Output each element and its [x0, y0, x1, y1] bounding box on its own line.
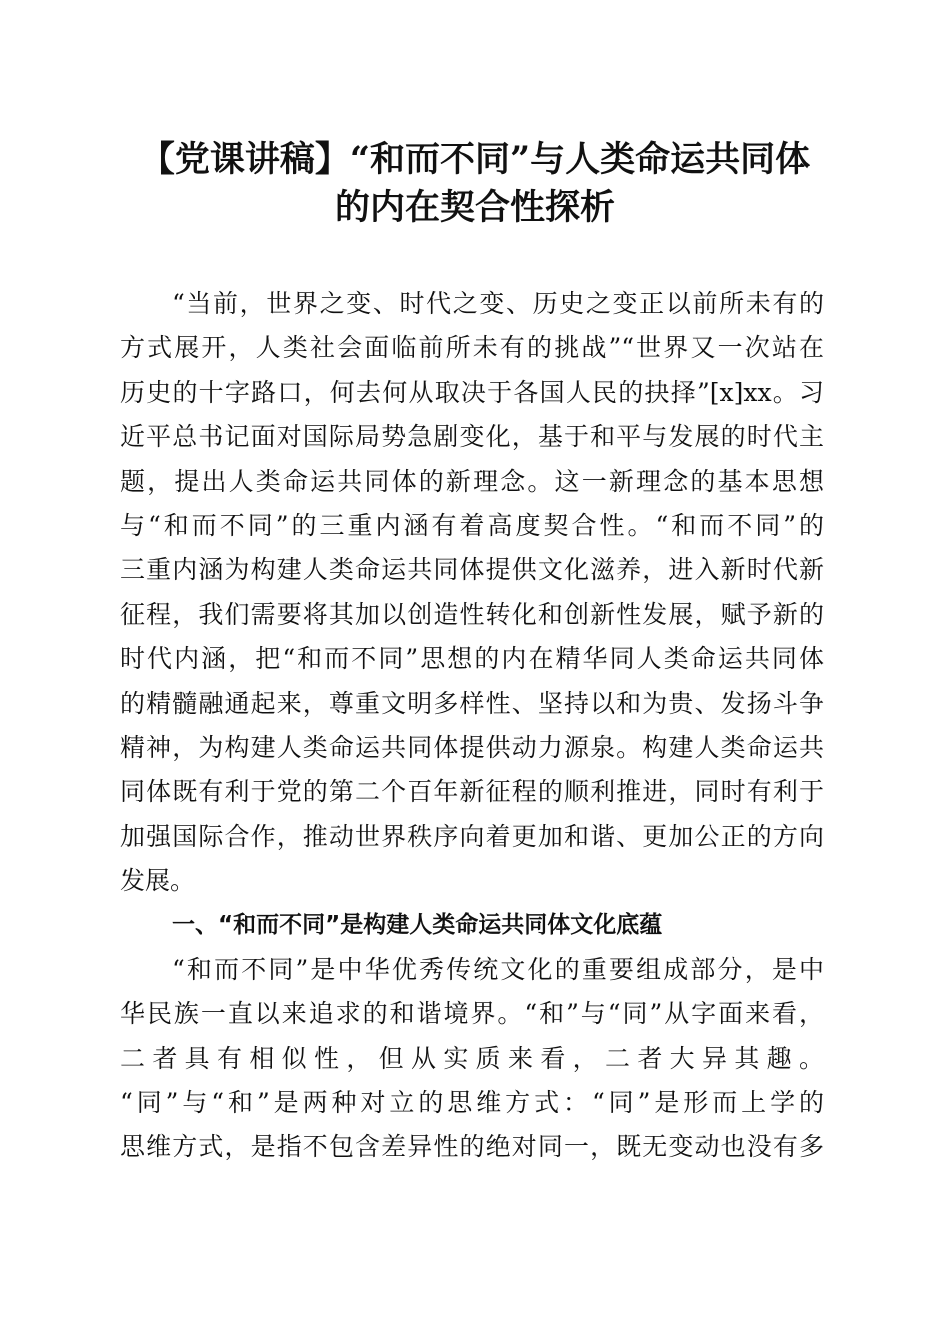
- paragraph-line: 发展。: [120, 866, 196, 896]
- paragraph-line: 二者具有相似性，但从实质来看，二者大异其趣。: [120, 1043, 824, 1073]
- paragraph-line: 加强国际合作，推动世界秩序向着更加和谐、更加公正的方向: [120, 821, 824, 851]
- title-line-2: 的内在契合性探析: [334, 187, 615, 228]
- paragraph-line: 征程，我们需要将其加以创造性转化和创新性发展，赋予新的: [120, 599, 824, 629]
- paragraph-line: 方式展开，人类社会面临前所未有的挑战”“世界又一次站在: [120, 333, 824, 363]
- paragraph-line: “当前，世界之变、时代之变、历史之变正以前所未有的: [172, 289, 824, 318]
- paragraph-1: [120, 282, 824, 903]
- paragraph-line: 与“和而不同”的三重内涵有着高度契合性。“和而不同”的: [120, 510, 824, 540]
- paragraph-line: “同”与“和”是两种对立的思维方式：“同”是形而上学的: [120, 1088, 824, 1118]
- title-line-1: 【党课讲稿】“和而不同”与人类命运共同体: [139, 139, 811, 180]
- document-body: [120, 282, 824, 1170]
- paragraph-line: 近平总书记面对国际局势急剧变化，基于和平与发展的时代主: [120, 422, 824, 452]
- paragraph-line: 的精髓融通起来，尊重文明多样性、坚持以和为贵、发扬斗争: [120, 688, 824, 718]
- paragraph-2: [120, 948, 824, 1170]
- document-title: [100, 136, 850, 232]
- paragraph-line: 精神，为构建人类命运共同体提供动力源泉。构建人类命运共: [120, 732, 824, 762]
- paragraph-line: “和而不同”是中华优秀传统文化的重要组成部分，是中: [172, 954, 824, 984]
- paragraph-line: 题，提出人类命运共同体的新理念。这一新理念的基本思想: [120, 466, 824, 496]
- paragraph-line: 时代内涵，把“和而不同”思想的内在精华同人类命运共同体: [120, 644, 824, 674]
- paragraph-line: 历史的十字路口，何去何从取决于各国人民的抉择”[x]xx。习: [120, 377, 824, 407]
- paragraph-line: 思维方式，是指不包含差异性的绝对同一，既无变动也没有多: [120, 1132, 824, 1162]
- paragraph-line: 同体既有利于党的第二个百年新征程的顺利推进，同时有利于: [120, 777, 824, 807]
- section-heading-1: 一、“和而不同”是构建人类命运共同体文化底蕴: [172, 912, 663, 939]
- paragraph-line: 华民族一直以来追求的和谐境界。“和”与“同”从字面来看，: [120, 999, 824, 1029]
- paragraph-line: 三重内涵为构建人类命运共同体提供文化滋养，进入新时代新: [120, 555, 824, 585]
